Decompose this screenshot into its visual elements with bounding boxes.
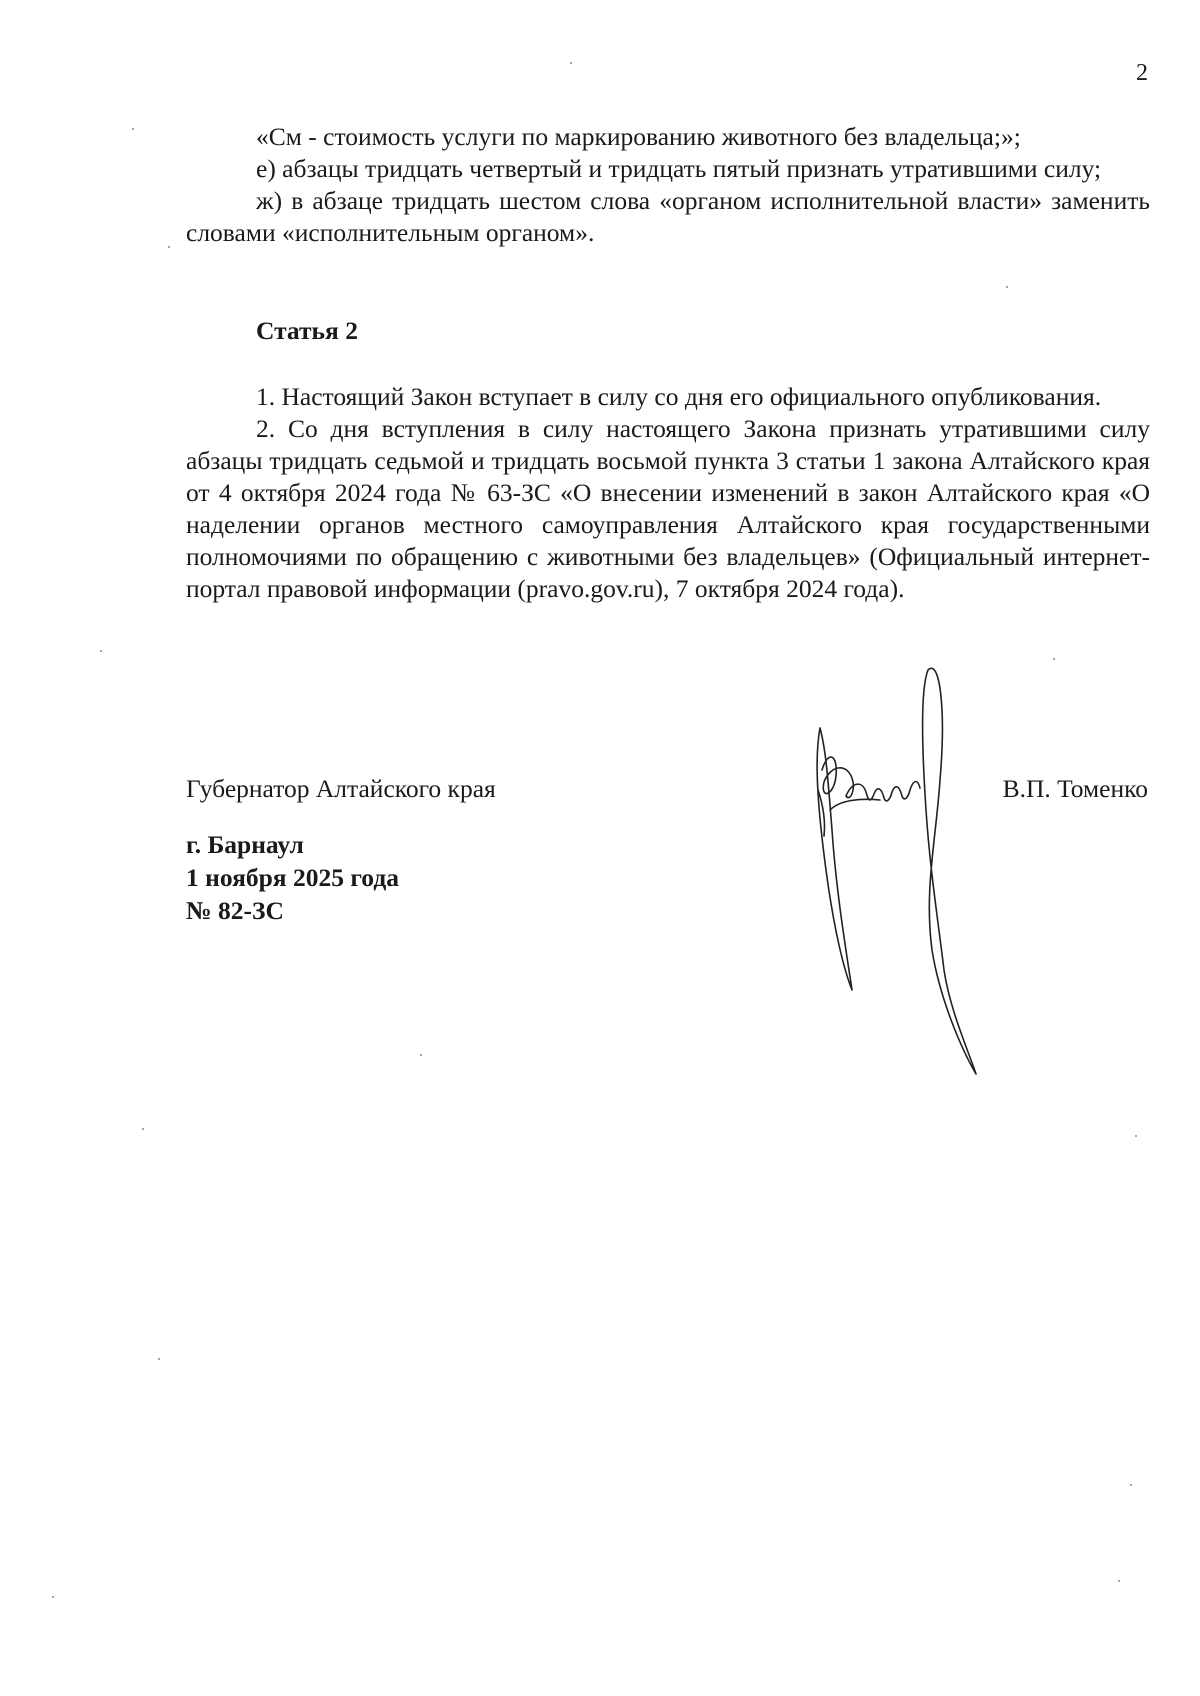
scan-speck [570,62,572,64]
scan-speck [100,650,102,652]
scan-speck [1006,286,1008,288]
item-e: е) абзацы тридцать четвертый и тридцать пятый признать утратившими силу; [256,154,1102,183]
article-body [186,381,1150,605]
scan-speck [52,1596,54,1598]
scan-speck [142,1128,144,1130]
scan-speck [1130,1484,1132,1486]
signatory-name: В.П. Томенко [1002,774,1148,803]
scan-speck [1135,1135,1137,1137]
article-title: Статья 2 [256,316,358,345]
article-para-1: 1. Настоящий Закон вступает в силу со дня его официального опубликования. [256,382,1102,411]
scan-speck [420,1054,422,1056]
scan-speck [1118,1580,1120,1582]
scan-speck [158,1358,160,1360]
scan-speck [1053,658,1055,660]
page-number: 2 [1136,60,1148,86]
item-zh: ж) в абзаце тридцать шестом слова «органом исполнительной власти» заменить словами «исполнительным органом». [186,186,1150,247]
place-date-block [186,828,399,927]
handwritten-signature-icon [800,650,1000,1080]
amendments-block [186,121,1150,249]
cm-definition: «Cм - стоимость услуги по маркированию животного без владельца;»; [256,122,1021,151]
law-number: № 82-ЗС [186,896,284,925]
scan-speck [132,128,134,130]
scan-speck [168,246,170,248]
date: 1 ноября 2025 года [186,863,399,892]
article-para-2: 2. Со дня вступления в силу настоящего Закона признать утратившими силу абзацы тридцать седьмой и тридцать восьмой пункта 3 статьи 1 закона Алтайского края от 4 октября 2024 года № 63-ЗС «О внесении изменений в закон Алтайского края «О наделении органов местного самоуправления Алтайского края государственными полномочиями по обращению с животными без владельцев» (Официальный интернет-портал правовой информации (pravo.gov.ru), 7 октября 2024 года). [186,414,1150,603]
city: г. Барнаул [186,830,304,859]
signatory-position: Губернатор Алтайского края [186,774,496,803]
